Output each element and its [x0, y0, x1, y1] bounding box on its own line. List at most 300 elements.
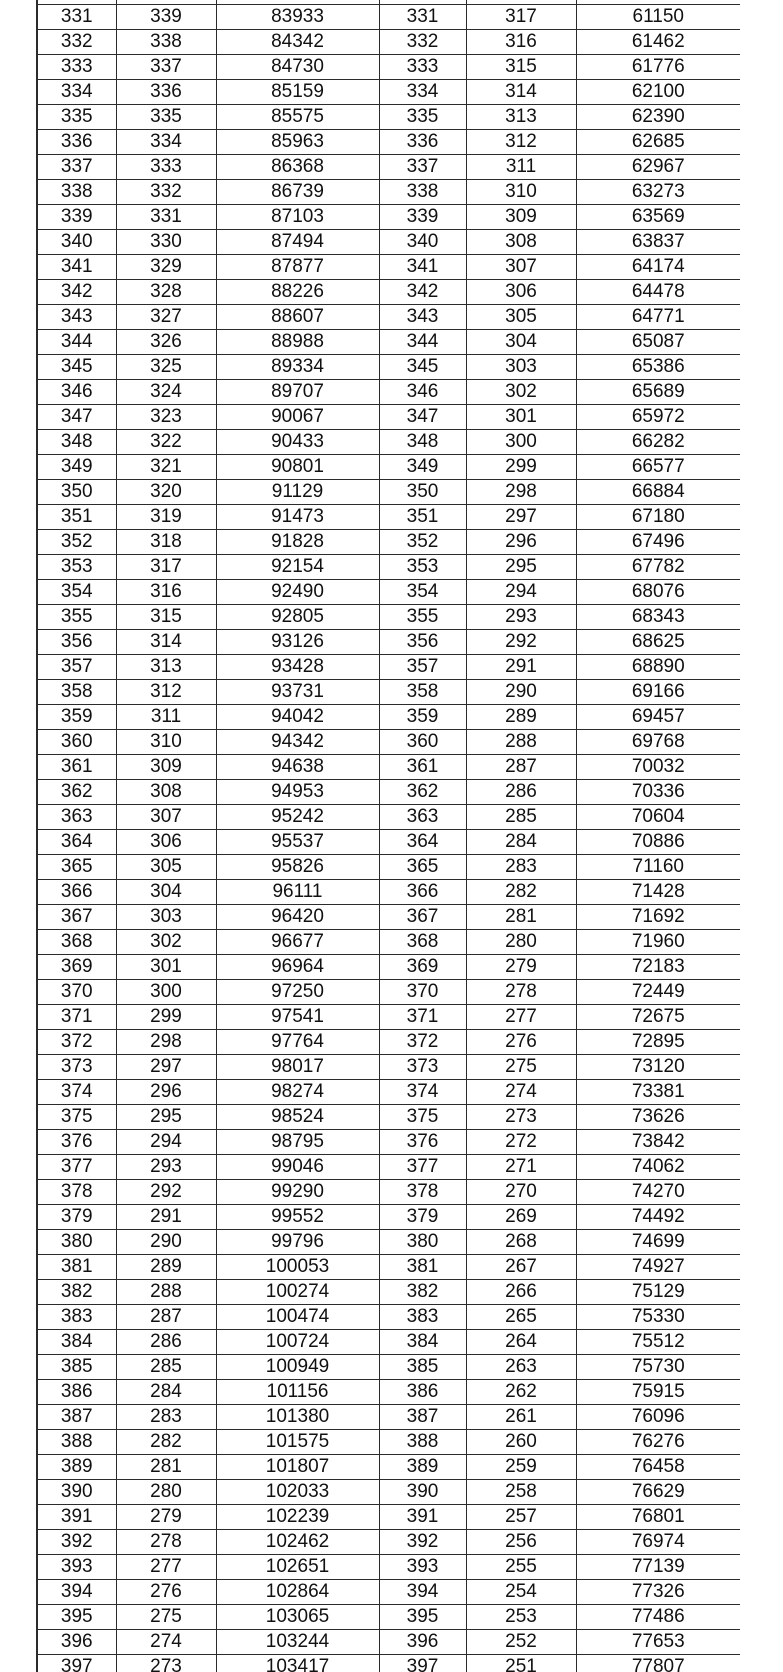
table-cell-col5: 303 — [466, 355, 576, 380]
table-cell-col6: 68890 — [576, 655, 740, 680]
table-cell-col5: 270 — [466, 1180, 576, 1205]
table-row — [37, 655, 740, 680]
table-cell-col1: 385 — [37, 1355, 116, 1380]
table-cell-col4: 336 — [379, 130, 466, 155]
table-cell-col4: 349 — [379, 455, 466, 480]
table-cell-col2: 322 — [116, 430, 216, 455]
table-cell-col6: 75512 — [576, 1330, 740, 1355]
table-cell-col1: 356 — [37, 630, 116, 655]
table-cell-col2: 308 — [116, 780, 216, 805]
table-row — [37, 1030, 740, 1055]
table-cell-col6: 73381 — [576, 1080, 740, 1105]
table-cell-col2: 298 — [116, 1030, 216, 1055]
table-cell-col2: 331 — [116, 205, 216, 230]
table-cell-col5: 264 — [466, 1330, 576, 1355]
table-cell-col2: 280 — [116, 1480, 216, 1505]
table-row — [37, 1405, 740, 1430]
table-cell-col5: 294 — [466, 580, 576, 605]
table-cell-col2: 315 — [116, 605, 216, 630]
table-cell-col6: 61462 — [576, 30, 740, 55]
table-cell-col1: 382 — [37, 1280, 116, 1305]
table-cell-col4: 388 — [379, 1430, 466, 1455]
table-cell-col2: 312 — [116, 680, 216, 705]
table-cell-col4: 334 — [379, 80, 466, 105]
table-cell-col1: 334 — [37, 80, 116, 105]
table-cell-col3: 97250 — [216, 980, 379, 1005]
table-cell-col6: 74699 — [576, 1230, 740, 1255]
table-cell-col5: 266 — [466, 1280, 576, 1305]
table-cell-col2: 284 — [116, 1380, 216, 1405]
table-row — [37, 1055, 740, 1080]
table-cell-col4: 335 — [379, 105, 466, 130]
table-cell-col5: 285 — [466, 805, 576, 830]
table-cell-col2: 279 — [116, 1505, 216, 1530]
table-cell-col4: 367 — [379, 905, 466, 930]
table-row — [37, 1130, 740, 1155]
table-cell-col6: 75129 — [576, 1280, 740, 1305]
table-cell-col2: 300 — [116, 980, 216, 1005]
table-cell-col6: 71960 — [576, 930, 740, 955]
table-cell-col3: 100274 — [216, 1280, 379, 1305]
table-cell-col5: 284 — [466, 830, 576, 855]
table-cell-col5: 297 — [466, 505, 576, 530]
table-cell-col6: 73120 — [576, 1055, 740, 1080]
table-row — [37, 1205, 740, 1230]
table-cell-col2: 313 — [116, 655, 216, 680]
table-cell-col3: 102239 — [216, 1505, 379, 1530]
table-cell-col5: 308 — [466, 230, 576, 255]
table-cell-col5: 275 — [466, 1055, 576, 1080]
table-cell-col3: 99046 — [216, 1155, 379, 1180]
table-cell-col4: 377 — [379, 1155, 466, 1180]
table-cell-col6: 66282 — [576, 430, 740, 455]
table-cell-col1: 333 — [37, 55, 116, 80]
table-cell-col6: 76458 — [576, 1455, 740, 1480]
table-body — [37, 0, 740, 1672]
table-cell-col5: 279 — [466, 955, 576, 980]
table-cell-col3: 100053 — [216, 1255, 379, 1280]
table-cell-col2: 307 — [116, 805, 216, 830]
table-cell-col5: 288 — [466, 730, 576, 755]
table-cell-col1: 396 — [37, 1630, 116, 1655]
table-cell-col4: 368 — [379, 930, 466, 955]
table-cell-col6: 69457 — [576, 705, 740, 730]
table-cell-col1: 339 — [37, 205, 116, 230]
table-cell-col3: 88226 — [216, 280, 379, 305]
table-cell-col2: 316 — [116, 580, 216, 605]
table-row — [37, 830, 740, 855]
table-cell-col6: 61150 — [576, 5, 740, 30]
table-cell-col1: 362 — [37, 780, 116, 805]
table-cell-col2: 287 — [116, 1305, 216, 1330]
table-cell-col5: 280 — [466, 930, 576, 955]
table-row — [37, 955, 740, 980]
table-cell-col6: 65087 — [576, 330, 740, 355]
table-cell-col5: 260 — [466, 1430, 576, 1455]
table-cell-col5: 300 — [466, 430, 576, 455]
table-cell-col4: 395 — [379, 1605, 466, 1630]
table-cell-col1: 381 — [37, 1255, 116, 1280]
table-cell-col6: 77807 — [576, 1655, 740, 1672]
table-cell-col6: 70604 — [576, 805, 740, 830]
table-cell-col4: 365 — [379, 855, 466, 880]
table-cell-col1: 387 — [37, 1405, 116, 1430]
table-cell-col2: 281 — [116, 1455, 216, 1480]
table-cell-col6: 62967 — [576, 155, 740, 180]
table-cell-col3: 101575 — [216, 1430, 379, 1455]
table-row — [37, 805, 740, 830]
table-cell-col5: 287 — [466, 755, 576, 780]
table-cell-col3: 101380 — [216, 1405, 379, 1430]
table-cell-col5: 311 — [466, 155, 576, 180]
table-cell-col4: 385 — [379, 1355, 466, 1380]
table-row — [37, 355, 740, 380]
table-row — [37, 580, 740, 605]
table-cell-col4: 347 — [379, 405, 466, 430]
table-row — [37, 280, 740, 305]
table-cell-col4: 376 — [379, 1130, 466, 1155]
table-cell-col6: 68625 — [576, 630, 740, 655]
table-cell-col5: 316 — [466, 30, 576, 55]
table-cell-col2: 330 — [116, 230, 216, 255]
table-cell-col1: 394 — [37, 1580, 116, 1605]
table-cell-col4: 331 — [379, 5, 466, 30]
table-cell-col3: 91129 — [216, 480, 379, 505]
table-cell-col4: 391 — [379, 1505, 466, 1530]
table-row — [37, 1105, 740, 1130]
table-cell-col5: 296 — [466, 530, 576, 555]
table-row — [37, 1655, 740, 1672]
table-cell-col3: 102033 — [216, 1480, 379, 1505]
table-cell-col1: 364 — [37, 830, 116, 855]
table-cell-col4: 384 — [379, 1330, 466, 1355]
table-cell-col5: 268 — [466, 1230, 576, 1255]
table-cell-col5: 271 — [466, 1155, 576, 1180]
table-row — [37, 1630, 740, 1655]
table-cell-col5: 295 — [466, 555, 576, 580]
table-cell-col3: 94342 — [216, 730, 379, 755]
table-cell-col2: 323 — [116, 405, 216, 430]
table-row — [37, 1330, 740, 1355]
table-cell-col2: 274 — [116, 1630, 216, 1655]
table-cell-col1: 380 — [37, 1230, 116, 1255]
table-cell-col3: 102651 — [216, 1555, 379, 1580]
table-cell-col6: 71428 — [576, 880, 740, 905]
table-cell-col3: 95242 — [216, 805, 379, 830]
table-cell-col2: 301 — [116, 955, 216, 980]
table-row — [37, 455, 740, 480]
table-cell-col4: 371 — [379, 1005, 466, 1030]
table-cell-col2: 292 — [116, 1180, 216, 1205]
table-cell-col6: 71692 — [576, 905, 740, 930]
table-row — [37, 505, 740, 530]
table-row — [37, 205, 740, 230]
table-cell-col6: 68076 — [576, 580, 740, 605]
table-viewport — [36, 0, 740, 1672]
table-cell-col5: 277 — [466, 1005, 576, 1030]
table-cell-col6: 63273 — [576, 180, 740, 205]
table-cell-col1: 378 — [37, 1180, 116, 1205]
table-cell-col2: 324 — [116, 380, 216, 405]
table-cell-col3: 88988 — [216, 330, 379, 355]
table-cell-col4: 379 — [379, 1205, 466, 1230]
table-cell-col5: 255 — [466, 1555, 576, 1580]
table-cell-col5: 251 — [466, 1655, 576, 1672]
table-row — [37, 1255, 740, 1280]
table-cell-col3: 96677 — [216, 930, 379, 955]
table-cell-col3: 83933 — [216, 5, 379, 30]
table-cell-col2: 295 — [116, 1105, 216, 1130]
table-cell-col5: 265 — [466, 1305, 576, 1330]
table-cell-col4: 372 — [379, 1030, 466, 1055]
table-cell-col5: 261 — [466, 1405, 576, 1430]
table-cell-col5: 272 — [466, 1130, 576, 1155]
table-cell-col6: 64771 — [576, 305, 740, 330]
table-cell-col5: 301 — [466, 405, 576, 430]
table-cell-col4: 345 — [379, 355, 466, 380]
table-cell-col2: 293 — [116, 1155, 216, 1180]
table-cell-col3: 92490 — [216, 580, 379, 605]
table-cell-col3: 93731 — [216, 680, 379, 705]
table-cell-col3: 89334 — [216, 355, 379, 380]
table-cell-col5: 298 — [466, 480, 576, 505]
table-cell-col3: 99290 — [216, 1180, 379, 1205]
table-cell-col1: 372 — [37, 1030, 116, 1055]
table-cell-col6: 67180 — [576, 505, 740, 530]
table-cell-col6: 62685 — [576, 130, 740, 155]
table-cell-col5: 274 — [466, 1080, 576, 1105]
table-cell-col5: 289 — [466, 705, 576, 730]
table-cell-col4: 362 — [379, 780, 466, 805]
table-cell-col2: 339 — [116, 5, 216, 30]
table-row — [37, 30, 740, 55]
table-cell-col4: 373 — [379, 1055, 466, 1080]
table-cell-col2: 289 — [116, 1255, 216, 1280]
table-cell-col4: 350 — [379, 480, 466, 505]
table-row — [37, 530, 740, 555]
table-cell-col2: 302 — [116, 930, 216, 955]
table-cell-col3: 101807 — [216, 1455, 379, 1480]
table-cell-col6: 64478 — [576, 280, 740, 305]
table-cell-col4: 369 — [379, 955, 466, 980]
table-cell-col4: 386 — [379, 1380, 466, 1405]
table-row — [37, 630, 740, 655]
table-cell-col3: 94953 — [216, 780, 379, 805]
table-cell-col1: 358 — [37, 680, 116, 705]
table-cell-col5: 309 — [466, 205, 576, 230]
table-row — [37, 80, 740, 105]
table-cell-col1: 390 — [37, 1480, 116, 1505]
table-cell-col4: 358 — [379, 680, 466, 705]
table-cell-col6: 71160 — [576, 855, 740, 880]
table-cell-col4: 343 — [379, 305, 466, 330]
table-cell-col1: 389 — [37, 1455, 116, 1480]
table-cell-col4: 359 — [379, 705, 466, 730]
table-cell-col4: 397 — [379, 1655, 466, 1672]
table-cell-col5: 315 — [466, 55, 576, 80]
table-cell-col5: 291 — [466, 655, 576, 680]
table-cell-col2: 291 — [116, 1205, 216, 1230]
table-cell-col4: 396 — [379, 1630, 466, 1655]
table-cell-col3: 90433 — [216, 430, 379, 455]
table-cell-col1: 340 — [37, 230, 116, 255]
table-cell-col1: 359 — [37, 705, 116, 730]
table-cell-col3: 90067 — [216, 405, 379, 430]
table-cell-col1: 343 — [37, 305, 116, 330]
table-cell-col3: 84342 — [216, 30, 379, 55]
table-row — [37, 330, 740, 355]
table-cell-col3: 91473 — [216, 505, 379, 530]
table-cell-col3: 97764 — [216, 1030, 379, 1055]
table-row — [37, 1380, 740, 1405]
table-cell-col2: 321 — [116, 455, 216, 480]
table-cell-col2: 290 — [116, 1230, 216, 1255]
table-cell-col2: 278 — [116, 1530, 216, 1555]
table-cell-col4: 375 — [379, 1105, 466, 1130]
table-cell-col1: 350 — [37, 480, 116, 505]
table-cell-col1: 346 — [37, 380, 116, 405]
table-cell-col4: 393 — [379, 1555, 466, 1580]
table-cell-col3: 99552 — [216, 1205, 379, 1230]
table-cell-col3: 96964 — [216, 955, 379, 980]
table-cell-col4: 355 — [379, 605, 466, 630]
table-cell-col3: 85575 — [216, 105, 379, 130]
table-cell-col2: 334 — [116, 130, 216, 155]
table-cell-col2: 336 — [116, 80, 216, 105]
table-cell-col2: 288 — [116, 1280, 216, 1305]
table-cell-col4: 390 — [379, 1480, 466, 1505]
table-cell-col5: 290 — [466, 680, 576, 705]
table-cell-col5: 262 — [466, 1380, 576, 1405]
table-cell-col1: 367 — [37, 905, 116, 930]
table-cell-col4: 342 — [379, 280, 466, 305]
table-cell-col4: 363 — [379, 805, 466, 830]
table-cell-col3: 91828 — [216, 530, 379, 555]
table-cell-col3: 101156 — [216, 1380, 379, 1405]
table-cell-col2: 327 — [116, 305, 216, 330]
table-row — [37, 430, 740, 455]
table-row — [37, 730, 740, 755]
table-cell-col5: 278 — [466, 980, 576, 1005]
table-row — [37, 1080, 740, 1105]
table-cell-col6: 73842 — [576, 1130, 740, 1155]
table-cell-col2: 329 — [116, 255, 216, 280]
table-row — [37, 5, 740, 30]
table-cell-col6: 66577 — [576, 455, 740, 480]
table-cell-col3: 89707 — [216, 380, 379, 405]
table-cell-col6: 66884 — [576, 480, 740, 505]
table-cell-col2: 309 — [116, 755, 216, 780]
table-cell-col6: 73626 — [576, 1105, 740, 1130]
table-cell-col6: 64174 — [576, 255, 740, 280]
table-cell-col1: 379 — [37, 1205, 116, 1230]
table-cell-col4: 356 — [379, 630, 466, 655]
table-cell-col3: 100724 — [216, 1330, 379, 1355]
table-cell-col1: 392 — [37, 1530, 116, 1555]
table-cell-col1: 351 — [37, 505, 116, 530]
table-cell-col3: 92154 — [216, 555, 379, 580]
table-cell-col3: 98524 — [216, 1105, 379, 1130]
table-cell-col2: 338 — [116, 30, 216, 55]
table-cell-col6: 65689 — [576, 380, 740, 405]
table-cell-col5: 267 — [466, 1255, 576, 1280]
table-cell-col2: 277 — [116, 1555, 216, 1580]
table-cell-col3: 100474 — [216, 1305, 379, 1330]
table-cell-col1: 383 — [37, 1305, 116, 1330]
table-cell-col4: 339 — [379, 205, 466, 230]
table-cell-col6: 62390 — [576, 105, 740, 130]
table-cell-col2: 306 — [116, 830, 216, 855]
table-cell-col1: 393 — [37, 1555, 116, 1580]
table-cell-col4: 387 — [379, 1405, 466, 1430]
table-cell-col1: 374 — [37, 1080, 116, 1105]
table-cell-col1: 365 — [37, 855, 116, 880]
table-row — [37, 1005, 740, 1030]
table-cell-col4: 352 — [379, 530, 466, 555]
table-cell-col3: 93126 — [216, 630, 379, 655]
table-cell-col6: 70886 — [576, 830, 740, 855]
table-cell-col5: 292 — [466, 630, 576, 655]
table-cell-col5: 259 — [466, 1455, 576, 1480]
table-cell-col4: 366 — [379, 880, 466, 905]
table-cell-col4: 389 — [379, 1455, 466, 1480]
table-cell-col1: 391 — [37, 1505, 116, 1530]
table-cell-col6: 74927 — [576, 1255, 740, 1280]
table-cell-col4: 351 — [379, 505, 466, 530]
table-cell-col4: 382 — [379, 1280, 466, 1305]
table-cell-col6: 70032 — [576, 755, 740, 780]
table-cell-col6: 65386 — [576, 355, 740, 380]
table-cell-col5: 286 — [466, 780, 576, 805]
table-cell-col4: 332 — [379, 30, 466, 55]
table-cell-col3: 90801 — [216, 455, 379, 480]
table-cell-col5: 252 — [466, 1630, 576, 1655]
table-cell-col5: 314 — [466, 80, 576, 105]
table-cell-col6: 69166 — [576, 680, 740, 705]
table-cell-col1: 373 — [37, 1055, 116, 1080]
table-row — [37, 130, 740, 155]
table-scroll-container — [36, 0, 740, 1672]
table-cell-col5: 312 — [466, 130, 576, 155]
table-cell-col2: 320 — [116, 480, 216, 505]
table-cell-col5: 269 — [466, 1205, 576, 1230]
table-cell-col1: 388 — [37, 1430, 116, 1455]
table-cell-col2: 332 — [116, 180, 216, 205]
table-cell-col2: 297 — [116, 1055, 216, 1080]
table-cell-col2: 328 — [116, 280, 216, 305]
table-cell-col1: 345 — [37, 355, 116, 380]
table-cell-col3: 102864 — [216, 1580, 379, 1605]
table-cell-col1: 384 — [37, 1330, 116, 1355]
table-cell-col2: 275 — [116, 1605, 216, 1630]
table-cell-col1: 335 — [37, 105, 116, 130]
table-cell-col4: 341 — [379, 255, 466, 280]
table-cell-col6: 63837 — [576, 230, 740, 255]
table-cell-col2: 335 — [116, 105, 216, 130]
table-cell-col1: 368 — [37, 930, 116, 955]
table-row — [37, 55, 740, 80]
table-cell-col3: 86739 — [216, 180, 379, 205]
table-row — [37, 1155, 740, 1180]
table-cell-col2: 326 — [116, 330, 216, 355]
table-row — [37, 705, 740, 730]
table-cell-col6: 74270 — [576, 1180, 740, 1205]
table-cell-col2: 305 — [116, 855, 216, 880]
table-cell-col5: 299 — [466, 455, 576, 480]
table-row — [37, 555, 740, 580]
table-cell-col2: 325 — [116, 355, 216, 380]
table-cell-col2: 285 — [116, 1355, 216, 1380]
